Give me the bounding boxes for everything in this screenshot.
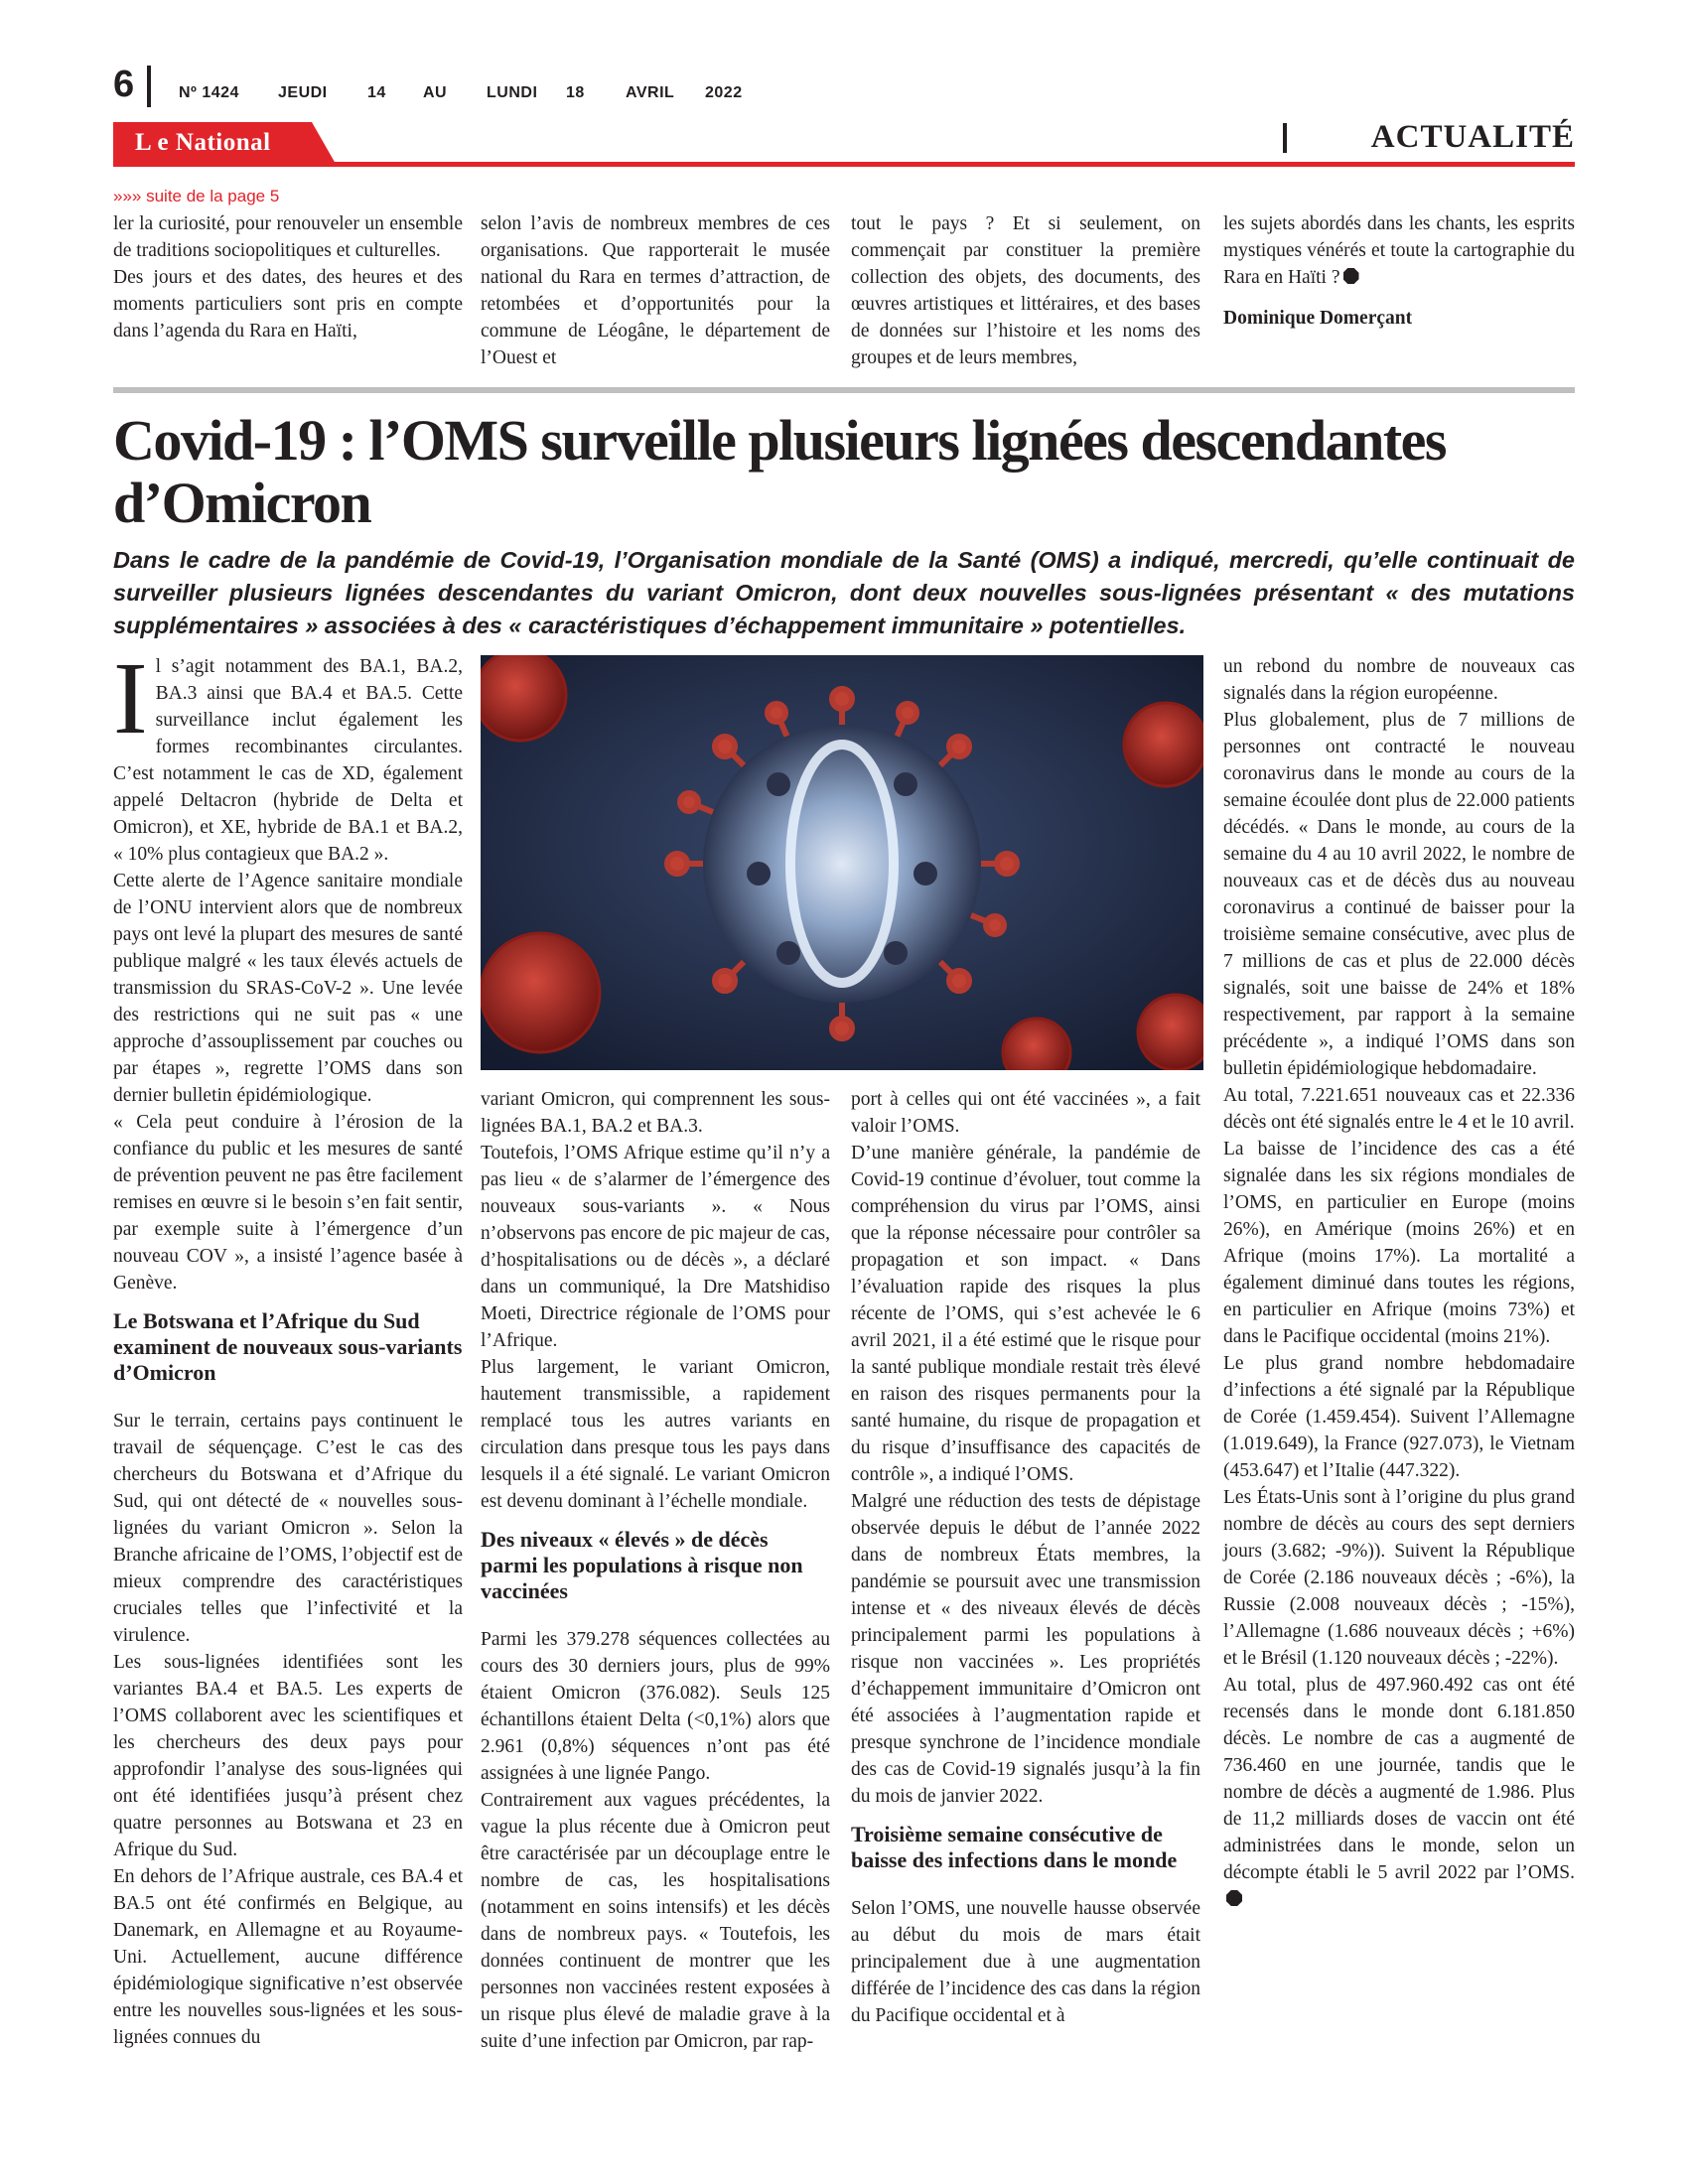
paragraph: Plus globalement, plus de 7 millions de personnes ont contracté le nouveau coronavirus dans le monde au cours de la semaine écoulée dont plus de 22.000 patients décédés. « Dans le monde, au cours de la semaine du 4 au 10 avril 2022, le nombre de nouveaux cas et de décès dus au nouveau coronavirus a continué de baisser pour la troisième semaine consécutive, avec plus de 7 millions de cas et plus de 22.000 décès signalés, soit une baisse de 24% et 18% respectivement, par rapport à la semaine précédente », a indiqué l’OMS dans son bulletin épidémiologique hebdomadaire. xyxy=(1223,710,1575,1079)
paragraph: Au total, 7.221.651 nouveaux cas et 22.336 décès ont été signalés entre le 4 et le 10 avril. xyxy=(1223,1085,1575,1133)
subheading: Le Botswana et l’Afrique du Sud examinent de nouveaux sous-variants d’Omicron xyxy=(113,1308,463,1385)
paragraph: Parmi les 379.278 séquences collectées au cours des 30 derniers jours, plus de 99% étaient Omicron (376.082). Seuls 125 échantillons étaient Delta (<0,1%) alors que 2.961 (0,8%) séquences n’ont pas été assignées à une lignée Pango. xyxy=(481,1629,830,1784)
subheading: Troisième semaine consécutive de baisse des infections dans le monde xyxy=(851,1822,1178,1872)
newspaper-logo: L e National xyxy=(135,129,271,156)
paragraph: Toutefois, l’OMS Afrique estime qu’il n’y a pas lieu « de s’alarmer de l’émergence des nouveaux sous-variants ». « Nous n’observons pas encore de pic majeur de cas, d’hospitalisations ou de décès », a déclaré dans un communiqué, la Dre Matshidiso Moeti, Directrice régionale de l’OMS pour l’Afrique. xyxy=(481,1143,830,1351)
article-column-1 xyxy=(113,641,463,2051)
virus-illustration-icon xyxy=(481,655,1203,1070)
previous-article-column-2 xyxy=(481,210,830,371)
paragraph: La baisse de l’incidence des cas a été signalée dans les six régions mondiales de l’OMS, en particulier en Europe (moins 26%), en Amérique (moins 26%) et en Afrique (moins 17%). La mortalité a également diminué dans toutes les régions, en particulier en Afrique (moins 73%) et dans le Pacifique occidental (moins 21%). xyxy=(1223,1139,1575,1347)
issue-number: Nº 1424 xyxy=(179,84,239,101)
article-column-4 xyxy=(1223,653,1575,1913)
article-separator xyxy=(113,387,1575,393)
continued-from-label: »»» suite de la page 5 xyxy=(113,187,280,205)
author-signature: Dominique Domerçant xyxy=(1223,308,1413,329)
section-divider xyxy=(1283,123,1287,153)
drop-cap: I xyxy=(113,641,148,755)
dateline-date-start: 14 xyxy=(367,84,386,101)
section-title: ACTUALITÉ xyxy=(1370,119,1575,155)
paragraph xyxy=(113,641,463,868)
previous-article-column-1 xyxy=(113,210,463,344)
page-number-divider xyxy=(147,66,151,107)
article-headline: Covid-19 : l’OMS surveille plusieurs lignées descendantes d’Omicron xyxy=(113,408,1446,535)
paragraph xyxy=(1223,1672,1575,1913)
paragraph: tout le pays ? Et si seulement, on commençait par constituer la première collection des objets, des documents, des œuvres artistiques et littéraires, et des bases de données sur l’histoire et les noms des groupes et de leurs membres, xyxy=(851,213,1200,368)
paragraph: Sur le terrain, certains pays continuent le travail de séquençage. C’est le cas des chercheurs du Botswana et d’Afrique du Sud, qui ont détecté de « nouvelles sous-lignées du variant Omicron ». Selon la Branche africaine de l’OMS, l’objectif est de mieux comprendre des caractéristiques cruciales telles que l’infectivité et la virulence. xyxy=(113,1411,463,1646)
paragraph: Contrairement aux vagues précédentes, la vague la plus récente due à Omicron peut être caractérisée par un découplage entre le nombre de cas, les hospitalisations (notamment en soins intensifs) et les décès dans de nombreux pays. « Toutefois, les données continuent de montrer que les personnes non vaccinées restent exposées à un risque plus élevé de maladie grave à la suite d’une infection par Omicron, par rap- xyxy=(481,1790,830,2052)
paragraph: Les sous-lignées identifiées sont les variantes BA.4 et BA.5. Les experts de l’OMS collaborent avec les scientifiques et les chercheurs des deux pays pour approfondir l’analyse des sous-lignées qui ont été identifiées jusqu’à présent chez quatre personnes au Botswana et 23 en Afrique du Sud. xyxy=(113,1652,463,1860)
article-column-3 xyxy=(851,1086,1200,2029)
paragraph: Plus largement, le variant Omicron, hautement transmissible, a rapidement remplacé tous les autres variants en circulation dans presque tous les pays dans lesquels il a été signalé. Le variant Omicron est devenu dominant à l’échelle mondiale. xyxy=(481,1357,830,1512)
paragraph: Selon l’OMS, une nouvelle hausse observée au début du mois de mars était principalement due à une augmentation différée de l’incidence des cas dans la région du Pacifique occidental et à xyxy=(851,1898,1200,2026)
paragraph: D’une manière générale, la pandémie de Covid-19 continue d’évoluer, tout comme la compréhension du virus par l’OMS, ainsi que la réponse nécessaire pour contrôler sa propagation et son impact. « Dans l’évaluation rapide des risques la plus récente de l’OMS, qui s’est achevée le 6 avril 2021, il a été estimé que le risque pour la santé publique mondiale restait très élevé en raison des risques permanents pour la santé humaine, du risque de propagation et du risque d’insuffisance des capacités de contrôle », a indiqué l’OMS. xyxy=(851,1143,1200,1485)
paragraph: Malgré une réduction des tests de dépistage observée depuis le début de l’année 2022 dans de nombreux États membres, la pandémie se poursuit avec une transmission intense et « des niveaux élevés de décès principalement parmi les populations à risque non vaccinées ». Les propriétés d’échappement immunitaire d’Omicron ont été associées à l’augmentation rapide et presque synchrone de l’incidence mondiale des cas de Covid-19 signalés jusqu’à la fin du mois de janvier 2022. xyxy=(851,1491,1200,1807)
paragraph: un rebond du nombre de nouveaux cas signalés dans la région européenne. xyxy=(1223,656,1575,704)
paragraph: selon l’avis de nombreux membres de ces organisations. Que rapporterait le musée national du Rara en termes d’attraction, de retombées et d’opportunités pour la commune de Léogâne, le département de l’Ouest et xyxy=(481,213,830,368)
dateline-day-start: JEUDI xyxy=(278,84,328,101)
header-red-rule xyxy=(113,162,1575,167)
dateline-au: AU xyxy=(423,84,448,101)
paragraph: En dehors de l’Afrique australe, ces BA.4 et BA.5 ont été confirmés en Belgique, au Danemark, en Allemagne et au Royaume-Uni. Actuellement, aucune différence épidémiologique significative n’est observée entre les nouvelles sous-lignées et les sous-lignées connues du xyxy=(113,1866,463,2048)
dateline-day-end: LUNDI xyxy=(487,84,538,101)
paragraph-text: l s’agit notamment des BA.1, BA.2, BA.3 ainsi que BA.4 et BA.5. Cette surveillance inclut également les formes recombinantes circulantes. C’est notamment le cas de XD, également appelé Deltacron (hybride de Delta et Omicron), et XE, hybride de BA.1 et BA.2, « 10% plus contagieux que BA.2 ». xyxy=(113,656,463,865)
paragraph: Cette alerte de l’Agence sanitaire mondiale de l’ONU intervient alors que de nombreux pays ont levé la plupart des mesures de santé publique malgré « les taux élevés actuels de transmission du SRAS-CoV-2 ». Une levée des restrictions qui ne suit pas « une approche d’assouplissement par couches ou par étapes », regrette l’OMS dans son dernier bulletin épidémiologique. xyxy=(113,871,463,1106)
previous-article-column-3 xyxy=(851,210,1200,371)
paragraph-text: les sujets abordés dans les chants, les esprits mystiques vénérés et toute la cartographie du Rara en Haïti ? xyxy=(1223,213,1575,288)
subheading: Des niveaux « élevés » de décès parmi les populations à risque non vaccinées xyxy=(481,1527,803,1603)
paragraph: Des jours et des dates, des heures et des moments particuliers sont pris en compte dans l’agenda du Rara en Haïti, xyxy=(113,267,463,341)
paragraph xyxy=(1223,210,1575,291)
paragraph: Le plus grand nombre hebdomadaire d’infections a été signalé par la République de Corée (1.459.454). Suivent l’Allemagne (1.019.649), la France (927.073), le Vietnam (453.647) et l’Italie (447.322). xyxy=(1223,1353,1575,1481)
article-lead: Dans le cadre de la pandémie de Covid-19, l’Organisation mondiale de la Santé (OMS) a indiqué, mercredi, qu’elle continuait de surveiller plusieurs lignées descendantes du variant Omicron, dont deux nouvelles sous-lignées présentant « des mutations supplémentaires » associées à des « caractéristiques d’échappement immunitaire » potentielles. xyxy=(113,547,1575,638)
paragraph: « Cela peut conduire à l’érosion de la confiance du public et les mesures de santé de prévention peuvent ne pas être facilement remises en œuvre si le besoin s’en fait sentir, par exemple suite à l’émergence d’un nouveau COV », a insisté l’agence basée à Genève. xyxy=(113,1112,463,1294)
dateline-month: AVRIL xyxy=(626,84,675,101)
end-of-article-icon xyxy=(1343,268,1359,284)
article-photo xyxy=(481,655,1203,1070)
dateline-date-end: 18 xyxy=(566,84,585,101)
page-number: 6 xyxy=(113,64,135,105)
article-column-2 xyxy=(481,1086,830,2055)
paragraph: variant Omicron, qui comprennent les sous-lignées BA.1, BA.2 et BA.3. xyxy=(481,1089,830,1137)
paragraph: port à celles qui ont été vaccinées », a fait valoir l’OMS. xyxy=(851,1089,1200,1137)
dateline-year: 2022 xyxy=(705,84,743,101)
paragraph: ler la curiosité, pour renouveler un ensemble de traditions sociopolitiques et culturelles. xyxy=(113,213,463,261)
paragraph-text: Au total, plus de 497.960.492 cas ont été recensés dans le monde dont 6.181.850 décès. Le nombre de cas a augmenté de 736.460 en une journée, tandis que le nombre de décès a augmenté de 1.986. Plus de 11,2 milliards doses de vaccin ont été administrées dans le monde, selon un décompte établi le 5 avril 2022 par l’OMS. xyxy=(1223,1675,1575,1883)
paragraph: Les États-Unis sont à l’origine du plus grand nombre de décès au cours des sept derniers jours (3.682; -9%)). Suivent la République de Corée (2.186 nouveaux décès ; -6%), la Russie (2.008 nouveaux décès ; -15%), l’Allemagne (1.686 nouveaux décès ; +6%) et le Brésil (1.120 nouveaux décès ; -22%). xyxy=(1223,1487,1575,1669)
previous-article-column-4 xyxy=(1223,210,1575,332)
end-of-article-icon xyxy=(1226,1890,1242,1906)
